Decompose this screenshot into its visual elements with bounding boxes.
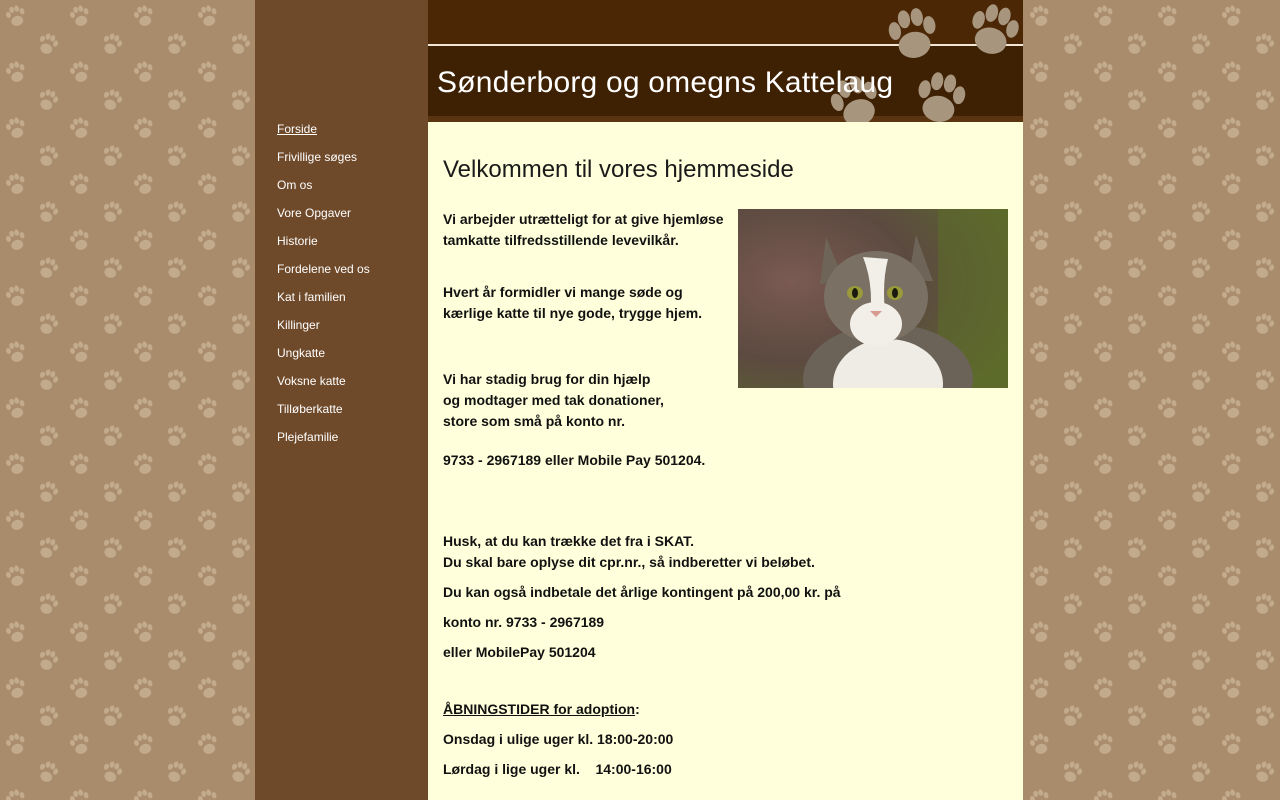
nav-link-voksne-katte[interactable]: Voksne katte: [277, 374, 346, 388]
opening-hours-title-text: ÅBNINGSTIDER for adoption: [443, 701, 636, 717]
sidebar: [255, 0, 428, 800]
hours-wednesday: Onsdag i ulige uger kl. 18:00-20:00: [443, 731, 674, 747]
donation-line-1: Vi har stadig brug for din hjælp: [443, 371, 651, 387]
nav-item-forside: [277, 120, 370, 148]
nav-link-historie[interactable]: Historie: [277, 234, 318, 248]
paw-icon: [886, 5, 941, 61]
nav-item-killinger: [277, 316, 370, 344]
nav-item-ungkatte: [277, 344, 370, 372]
account-info: 9733 - 2967189 eller Mobile Pay 501204.: [443, 452, 706, 468]
header-paws: [808, 0, 1023, 122]
intro-line-2: tamkatte tilfredsstillende levevilkår.: [443, 232, 679, 248]
tax-line-1: Husk, at du kan trække det fra i SKAT.: [443, 533, 695, 549]
nav-link-fordelene[interactable]: Fordelene ved os: [277, 262, 370, 276]
membership-fee: Du kan også indbetale det årlige kontingent på 200,00 kr. på: [443, 584, 841, 600]
main-content: [428, 122, 1023, 800]
tax-line-2: Du skal bare oplyse dit cpr.nr., så indberetter vi beløbet.: [443, 554, 815, 570]
nav-link-plejefamilie[interactable]: Plejefamilie: [277, 430, 339, 444]
nav-item-frivillige: [277, 148, 370, 176]
hours-saturday: Lørdag i lige uger kl. 14:00-16:00: [443, 761, 672, 777]
donation-line-2: og modtager med tak donationer,: [443, 392, 664, 408]
nav-link-forside[interactable]: Forside: [277, 122, 318, 136]
nav-link-frivillige[interactable]: Frivillige søges: [277, 150, 358, 164]
nav-item-plejefamilie: [277, 428, 370, 456]
main-nav: [277, 120, 370, 456]
site-header: [428, 0, 1023, 122]
nav-item-kat-i-familien: [277, 288, 370, 316]
nav-item-om-os: [277, 176, 370, 204]
nav-link-killinger[interactable]: Killinger: [277, 318, 320, 332]
opening-hours-title: [443, 699, 640, 720]
page-title: Velkommen til vores hjemmeside: [443, 156, 794, 183]
nav-link-om-os[interactable]: Om os: [277, 178, 313, 192]
paw-icon: [965, 0, 1023, 59]
membership-account: konto nr. 9733 - 2967189: [443, 614, 605, 630]
adoption-line-2: kærlige katte til nye gode, trygge hjem.: [443, 305, 703, 321]
site-title: Sønderborg og omegns Kattelaug: [437, 66, 894, 99]
nav-item-fordelene: [277, 260, 370, 288]
nav-item-vore-opgaver: [277, 204, 370, 232]
nav-item-voksne-katte: [277, 372, 370, 400]
nav-item-historie: [277, 232, 370, 260]
paw-icon: [914, 69, 969, 122]
donation-line-3: store som små på konto nr.: [443, 413, 626, 429]
nav-link-vore-opgaver[interactable]: Vore Opgaver: [277, 206, 352, 220]
opening-hours-colon: :: [635, 701, 640, 717]
nav-link-tilloberkatte[interactable]: Tilløberkatte: [277, 402, 343, 416]
cat-photo: [738, 209, 1008, 388]
nav-link-ungkatte[interactable]: Ungkatte: [277, 346, 326, 360]
membership-mobilepay: eller MobilePay 501204: [443, 644, 596, 660]
nav-item-tilloberkatte: [277, 400, 370, 428]
adoption-line-1: Hvert år formidler vi mange søde og: [443, 284, 683, 300]
intro-line-1: Vi arbejder utrætteligt for at give hjemløse: [443, 211, 724, 227]
nav-link-kat-i-familien[interactable]: Kat i familien: [277, 290, 346, 304]
